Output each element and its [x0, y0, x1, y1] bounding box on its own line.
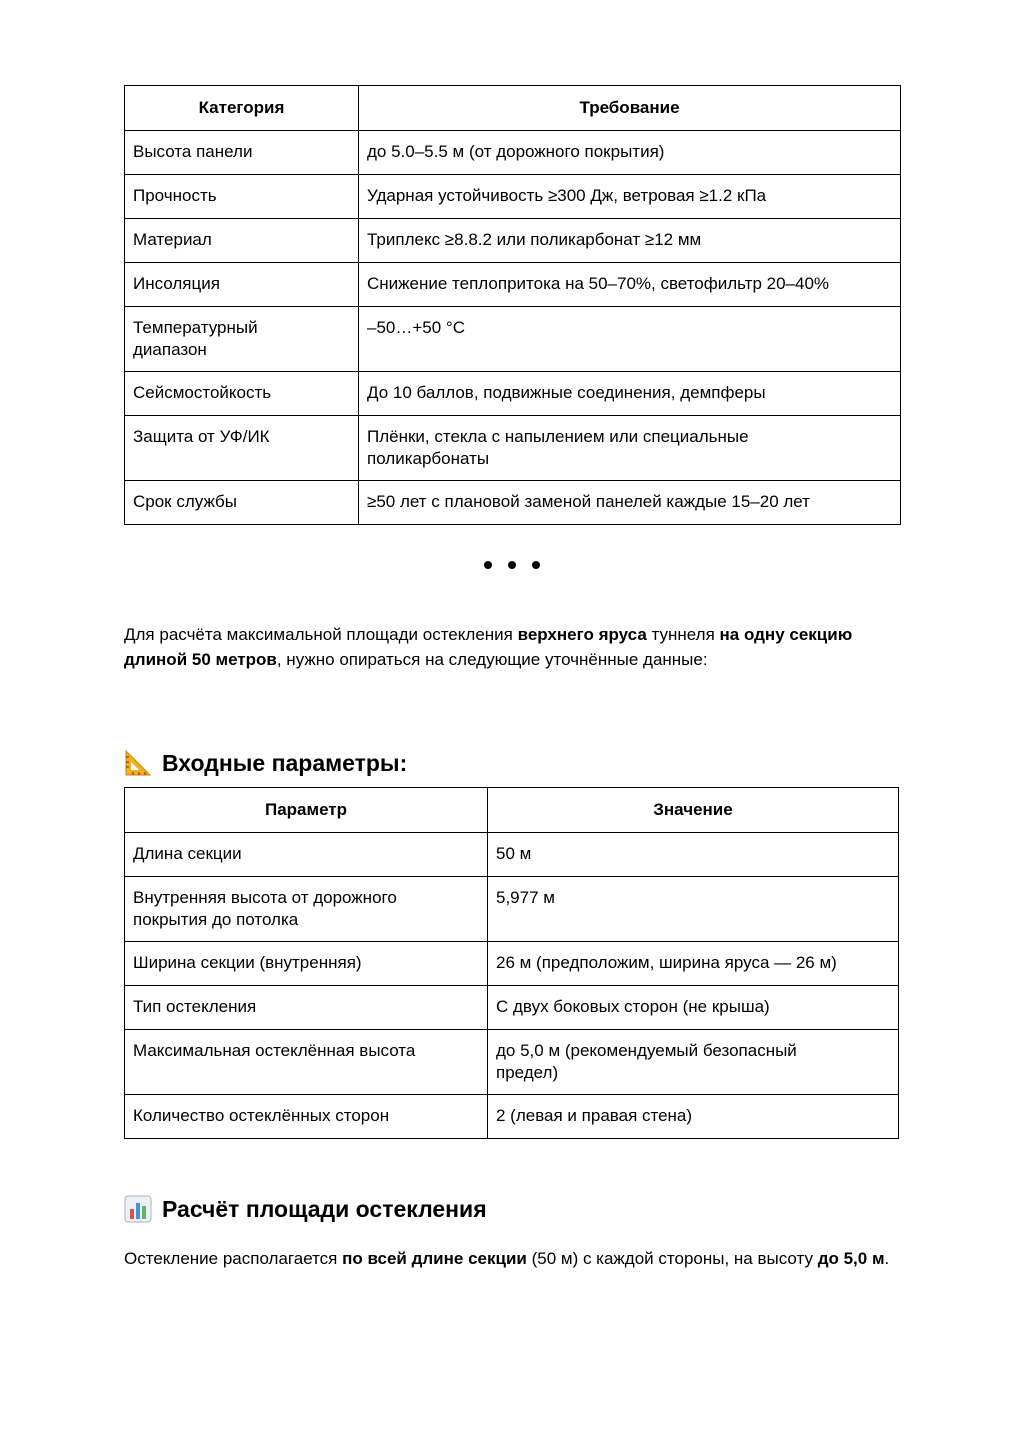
table-cell: до 5.0–5.5 м (от дорожного покрытия) — [359, 131, 901, 175]
table-cell: Количество остеклённых сторон — [125, 1095, 488, 1139]
table-cell: Внутренняя высота от дорожного покрытия до потолка — [125, 877, 488, 942]
text-run: . — [884, 1249, 890, 1268]
table-row — [125, 131, 901, 175]
table-row — [125, 1030, 899, 1095]
table-row — [125, 219, 901, 263]
table-cell: Срок службы — [125, 481, 359, 525]
table-header-row — [125, 86, 901, 131]
table-row — [125, 263, 901, 307]
table-row — [125, 877, 899, 942]
bold-text: верхнего яруса — [517, 625, 647, 644]
table-header-row — [125, 788, 899, 833]
table-cell: С двух боковых сторон (не крыша) — [488, 986, 899, 1030]
table-cell: ≥50 лет с плановой заменой панелей каждые 15–20 лет — [359, 481, 901, 525]
column-header: Параметр — [125, 788, 488, 833]
bold-text: до 5,0 м — [817, 1249, 885, 1268]
table-cell: 50 м — [488, 833, 899, 877]
table-cell: Ширина секции (внутренняя) — [125, 942, 488, 986]
table-cell: Тип остекления — [125, 986, 488, 1030]
column-header: Категория — [125, 86, 359, 131]
table-row — [125, 372, 901, 416]
section-heading-input-params — [124, 748, 407, 778]
section-separator — [0, 556, 1024, 574]
separator-dot — [484, 561, 492, 569]
table-row — [125, 1095, 899, 1139]
section-title: Расчёт площади остекления — [162, 1196, 487, 1222]
text-run: , нужно опираться на следующие уточнённые данные: — [276, 650, 708, 669]
requirements-table — [124, 85, 901, 525]
section-heading-calculation — [124, 1194, 487, 1224]
table-row — [125, 307, 901, 372]
separator-dot — [508, 561, 516, 569]
input-parameters-table — [124, 787, 899, 1139]
table-cell: Инсоляция — [125, 263, 359, 307]
table-cell: Плёнки, стекла с напылением или специальные поликарбонаты — [359, 416, 901, 481]
table-cell: до 5,0 м (рекомендуемый безопасный предел) — [488, 1030, 899, 1095]
table-row — [125, 481, 901, 525]
table-cell: Длина секции — [125, 833, 488, 877]
table-cell: Триплекс ≥8.8.2 или поликарбонат ≥12 мм — [359, 219, 901, 263]
table-cell: Сейсмостойкость — [125, 372, 359, 416]
table-row — [125, 416, 901, 481]
intro-paragraph — [124, 622, 904, 672]
triangular-ruler-icon — [124, 749, 152, 777]
table-row — [125, 986, 899, 1030]
bold-text: на одну секцию длиной 50 метров — [124, 625, 853, 669]
table-cell: Ударная устойчивость ≥300 Дж, ветровая ≥1.2 кПа — [359, 175, 901, 219]
table-cell: Максимальная остеклённая высота — [125, 1030, 488, 1095]
table-cell: –50…+50 °C — [359, 307, 901, 372]
table-cell: Высота панели — [125, 131, 359, 175]
text-run: (50 м) с каждой стороны, на высоту — [526, 1249, 818, 1268]
table-cell: Снижение теплопритока на 50–70%, светофильтр 20–40% — [359, 263, 901, 307]
section-title: Входные параметры: — [162, 750, 408, 776]
table-cell: 26 м (предположим, ширина яруса — 26 м) — [488, 942, 899, 986]
table-cell: До 10 баллов, подвижные соединения, демпферы — [359, 372, 901, 416]
table-row — [125, 175, 901, 219]
text-run: туннеля — [646, 625, 720, 644]
column-header: Требование — [359, 86, 901, 131]
table-cell: Защита от УФ/ИК — [125, 416, 359, 481]
table-cell: 5,977 м — [488, 877, 899, 942]
calculation-paragraph — [124, 1246, 904, 1271]
text-run: Остекление располагается — [124, 1249, 343, 1268]
column-header: Значение — [488, 788, 899, 833]
table-cell: Материал — [125, 219, 359, 263]
table-cell: 2 (левая и правая стена) — [488, 1095, 899, 1139]
bar-chart-icon — [124, 1195, 152, 1223]
table-row — [125, 833, 899, 877]
table-cell: Прочность — [125, 175, 359, 219]
table-cell: Температурный диапазон — [125, 307, 359, 372]
bold-text: по всей длине секции — [342, 1249, 527, 1268]
separator-dot — [532, 561, 540, 569]
table-row — [125, 942, 899, 986]
text-run: Для расчёта максимальной площади остекления — [124, 625, 518, 644]
